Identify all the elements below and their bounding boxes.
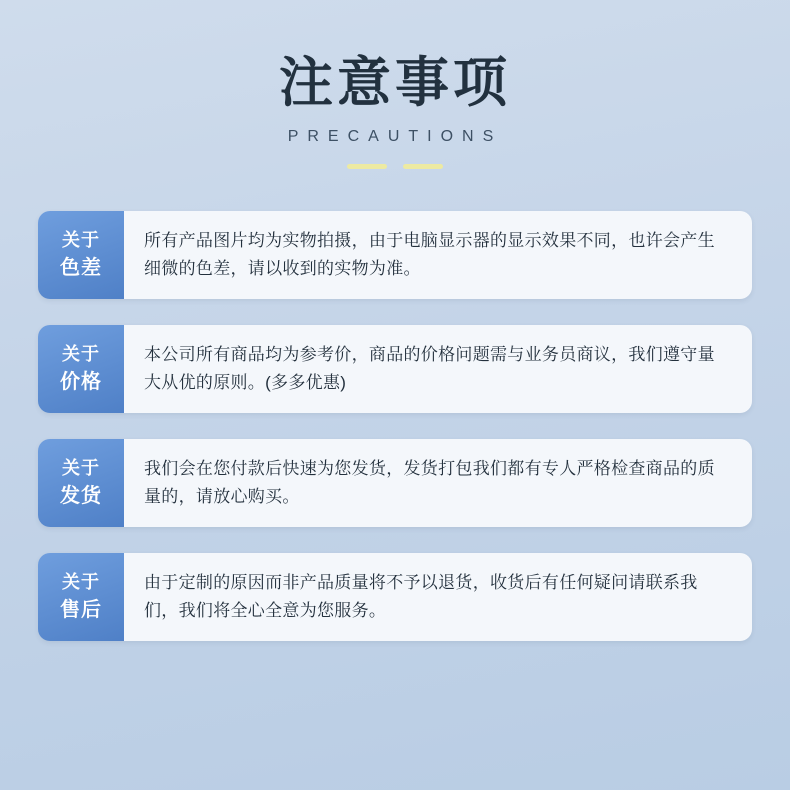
- card-tag-bottom-label: 色差: [60, 256, 102, 279]
- card-tag-top-label: 关于: [62, 572, 100, 593]
- card-tag-top-label: 关于: [62, 458, 100, 479]
- card-tag-bottom-label: 价格: [60, 370, 102, 393]
- precaution-card-aftersales: [38, 553, 752, 641]
- divider-segment-right: [403, 164, 443, 169]
- precaution-card-price: [38, 325, 752, 413]
- card-tag-color: [38, 211, 124, 299]
- card-tag-top-label: 关于: [62, 230, 100, 251]
- card-tag-shipping: [38, 439, 124, 527]
- precaution-card-color: [38, 211, 752, 299]
- card-text-price: 本公司所有商品均为参考价，商品的价格问题需与业务员商议，我们遵守量大从优的原则。(多多优惠): [144, 345, 715, 393]
- card-text-aftersales: 由于定制的原因而非产品质量将不予以退货，收货后有任何疑问请联系我们，我们将全心全意为您服务。: [144, 573, 698, 621]
- page-header: [0, 0, 790, 169]
- card-tag-bottom-label: 售后: [60, 598, 102, 621]
- card-tag-top-label: 关于: [62, 344, 100, 365]
- title-divider: [347, 164, 443, 169]
- card-body-shipping: [124, 439, 752, 527]
- page-subtitle: PRECAUTIONS: [287, 128, 503, 146]
- divider-segment-left: [347, 164, 387, 169]
- card-text-shipping: 我们会在您付款后快速为您发货，发货打包我们都有专人严格检查商品的质量的，请放心购买。: [144, 459, 715, 507]
- card-body-color: [124, 211, 752, 299]
- card-tag-aftersales: [38, 553, 124, 641]
- card-body-price: [124, 325, 752, 413]
- card-text-color: 所有产品图片均为实物拍摄，由于电脑显示器的显示效果不同，也许会产生细微的色差，请以收到的实物为准。: [144, 231, 715, 279]
- card-tag-bottom-label: 发货: [60, 484, 102, 507]
- precaution-card-list: [0, 211, 790, 641]
- precaution-card-shipping: [38, 439, 752, 527]
- page-title: 注意事项: [279, 53, 511, 113]
- card-body-aftersales: [124, 553, 752, 641]
- card-tag-price: [38, 325, 124, 413]
